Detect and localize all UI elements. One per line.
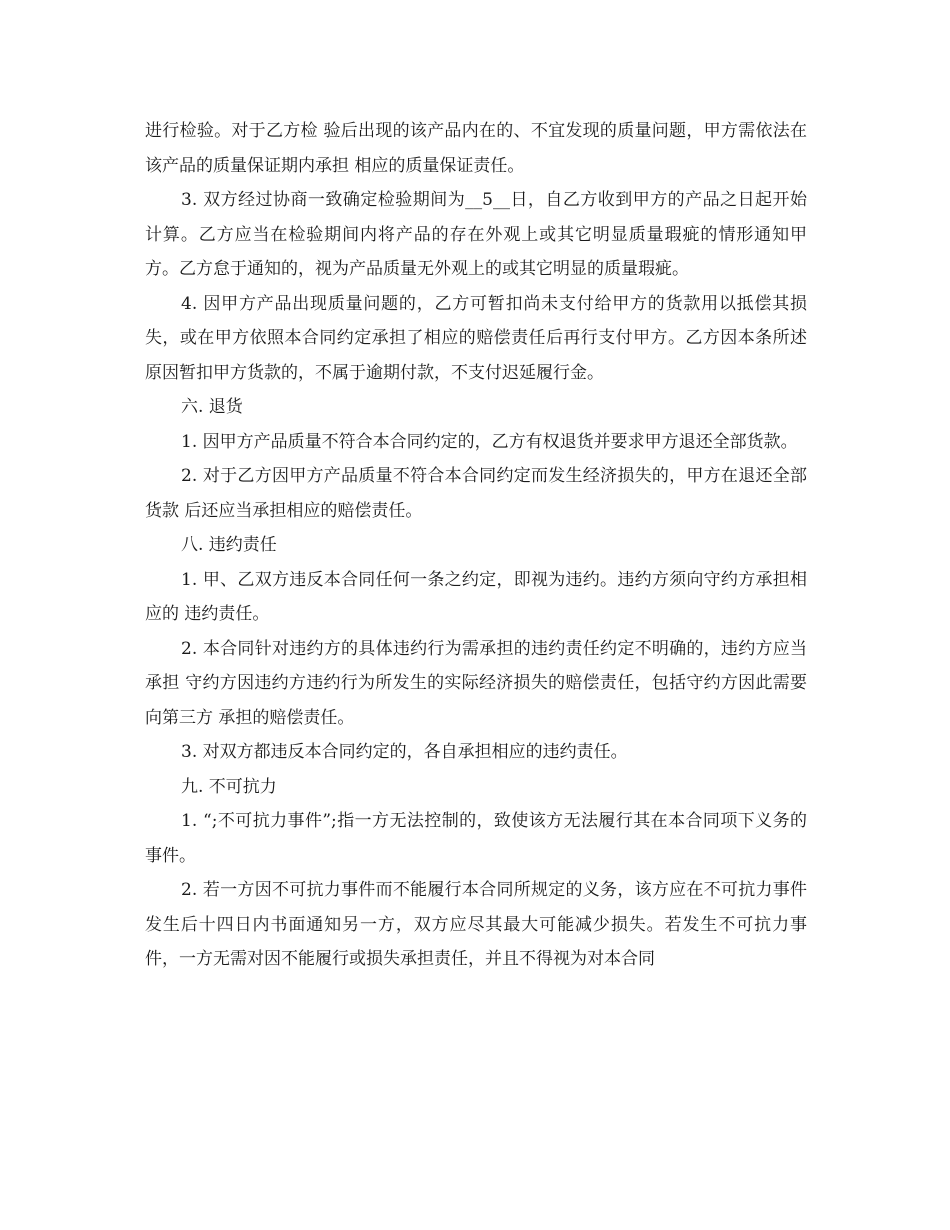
paragraph-inspection-continued: 进行检验。对于乙方检 验后出现的该产品内在的、不宜发现的质量问题，甲方需依法在该产品的质量保证期内承担 相应的质量保证责任。 xyxy=(145,121,807,176)
paragraph-breach-2: 2. 本合同针对违约方的具体违约行为需承担的违约责任约定不明确的，违约方应当承担 守约方因违约方违约行为所发生的实际经济损失的赔偿责任，包括守约方因此需要向第三方 承担的赔偿责任。 xyxy=(145,638,807,728)
paragraph-breach-3: 3. 对双方都违反本合同约定的，各自承担相应的违约责任。 xyxy=(181,742,628,762)
paragraph-inspection-period: 3. 双方经过协商一致确定检验期间为__5__日，自乙方收到甲方的产品之日起开始计算。乙方应当在检验期间内将产品的存在外观上或其它明显质量瑕疵的情形通知甲方。乙方怠于通知的，视为产品质量无外观上的或其它明显的质量瑕疵。 xyxy=(145,190,807,279)
document-body xyxy=(145,114,807,977)
section-heading-breach: 八. 违约责任 xyxy=(181,535,277,555)
section-heading-force-majeure: 九. 不可抗力 xyxy=(181,776,277,797)
paragraph-force-majeure-2: 2. 若一方因不可抗力事件而不能履行本合同所规定的义务，该方应在不可抗力事件发生后十四日内书面通知另一方，双方应尽其最大可能减少损失。若发生不可抗力事件，一方无需对因不能履行或损失承担责任，并且不得视为对本合同 xyxy=(145,880,807,969)
paragraph-breach-1: 1. 甲、乙双方违反本合同任何一条之约定，即视为违约。违约方须向守约方承担相应的 违约责任。 xyxy=(145,569,807,624)
section-heading-returns: 六. 退货 xyxy=(181,397,243,417)
paragraph-force-majeure-1: 1. “;不可抗力事件”;指一方无法控制的，致使该方无法履行其在本合同项下义务的事件。 xyxy=(145,811,807,866)
paragraph-returns-1: 1. 因甲方产品质量不符合本合同约定的，乙方有权退货并要求甲方退还全部货款。 xyxy=(181,431,798,452)
paragraph-returns-2: 2. 对于乙方因甲方产品质量不符合本合同约定而发生经济损失的，甲方在退还全部货款 后还应当承担相应的赔偿责任。 xyxy=(145,466,807,521)
paragraph-payment-withholding: 4. 因甲方产品出现质量问题的，乙方可暂扣尚未支付给甲方的货款用以抵偿其损失，或在甲方依照本合同约定承担了相应的赔偿责任后再行支付甲方。乙方因本条所述原因暂扣甲方货款的，不属于逾期付款，不支付迟延履行金。 xyxy=(145,293,807,383)
